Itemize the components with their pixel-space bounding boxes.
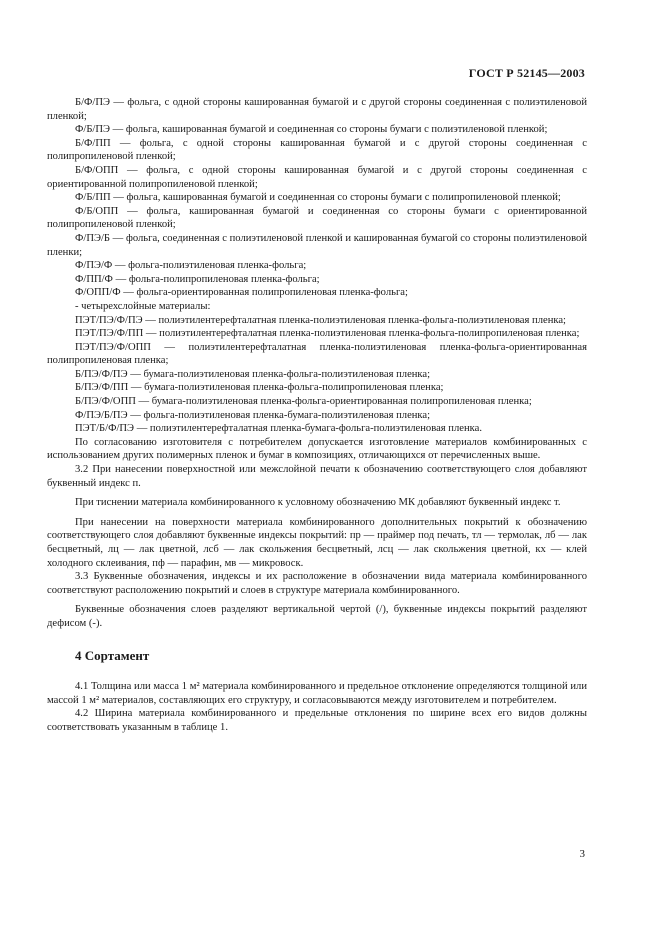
- paragraph: Б/Ф/ПЭ — фольга, с одной стороны кашированная бумагой и с другой стороны соединенная с полиэтиленовой пленкой;: [47, 97, 587, 122]
- section-title: 4 Сортамент: [75, 647, 150, 663]
- paragraph: ПЭТ/ПЭ/Ф/ПП — полиэтилентерефталатная пленка-полиэтиленовая пленка-фольга-полипропиленовая пленка;: [75, 328, 580, 340]
- paragraph: Ф/ПЭ/Ф — фольга-полиэтиленовая пленка-фольга;: [75, 260, 307, 272]
- paragraph: При тиснении материала комбинированного к условному обозначению МК добавляют буквенный индекс т.: [75, 497, 561, 509]
- paragraph: Ф/ПП/Ф — фольга-полипропиленовая пленка-фольга;: [75, 273, 320, 285]
- paragraph: Буквенные обозначения слоев разделяют вертикальной чертой (/), буквенные индексы покрытий разделяют дефисом (-).: [47, 604, 587, 629]
- document-body: [47, 96, 587, 735]
- paragraph: Ф/Б/ПП — фольга, кашированная бумагой и соединенная со стороны бумаги с полипропиленовой пленкой;: [75, 192, 561, 204]
- paragraph: Ф/Б/ОПП — фольга, кашированная бумагой и соединенная со стороны бумаги с ориентированной полипропиленовой пленкой;: [47, 205, 587, 231]
- paragraph: Ф/Б/ПЭ — фольга, кашированная бумагой и соединенная со стороны бумаги с полиэтиленовой пленкой;: [75, 124, 548, 136]
- page-number: 3: [579, 848, 585, 860]
- paragraph: Б/Ф/ПП — фольга, с одной стороны кашированная бумагой и с другой стороны соединенная с полипропиленовой пленкой;: [47, 137, 587, 163]
- paragraph: Б/ПЭ/Ф/ПЭ — бумага-полиэтиленовая пленка-фольга-полиэтиленовая пленка;: [75, 368, 431, 380]
- paragraph: 4.1 Толщина или масса 1 м² материала комбинированного и предельное отклонение определяются толщиной или массой 1 м² материалов, составляющих его структуру, и согласовываются между изготовителем и потребителем.: [47, 681, 587, 706]
- paragraph: Б/ПЭ/Ф/ОПП — бумага-полиэтиленовая пленка-фольга-ориентированная полипропиленовая пленка;: [75, 396, 532, 408]
- paragraph: Б/Ф/ОПП — фольга, с одной стороны кашированная бумагой и с другой стороны соединенная с ориентированной полипропиленовой пленкой;: [47, 164, 587, 190]
- paragraph: Б/ПЭ/Ф/ПП — бумага-полиэтиленовая пленка-фольга-полипропиленовая пленка;: [75, 382, 444, 394]
- paragraph: ПЭТ/ПЭ/Ф/ПЭ — полиэтилентерефталатная пленка-полиэтиленовая пленка-фольга-полиэтиленовая пленка;: [75, 314, 566, 326]
- paragraph: Ф/ОПП/Ф — фольга-ориентированная полипропиленовая пленка-фольга;: [75, 287, 408, 299]
- standard-header: ГОСТ Р 52145—2003: [468, 66, 585, 80]
- paragraph: ПЭТ/Б/Ф/ПЭ — полиэтилентерефталатная пленка-бумага-фольга-полиэтиленовая пленка.: [75, 423, 482, 435]
- paragraph: 3.2 При нанесении поверхностной или межслойной печати к обозначению соответствующего слоя добавляют буквенный индекс п.: [47, 464, 587, 489]
- paragraph: ПЭТ/ПЭ/Ф/ОПП — полиэтилентерефталатная пленка-полиэтиленовая пленка-фольга-ориентированная полипропиленовая пленка;: [47, 341, 587, 367]
- paragraph: По согласованию изготовителя с потребителем допускается изготовление материалов комбинированных с использованием других полимерных пленок и бумаг в композициях, отличающихся от перечисленных выше.: [47, 436, 587, 462]
- paragraph: 3.3 Буквенные обозначения, индексы и их расположение в обозначении вида материала комбинированного соответствуют расположению покрытий и слоев в структуре материала комбинированного.: [47, 571, 587, 596]
- paragraph: 4.2 Ширина материала комбинированного и предельные отклонения по ширине всех его видов должны соответствовать указанным в таблице 1.: [47, 708, 587, 733]
- paragraph: Ф/ПЭ/Б — фольга, соединенная с полиэтиленовой пленкой и кашированная бумагой со стороны полиэтиленовой пленки;: [47, 232, 587, 258]
- paragraph: Ф/ПЭ/Б/ПЭ — фольга-полиэтиленовая пленка-бумага-полиэтиленовая пленка;: [75, 409, 431, 421]
- paragraph: При нанесении на поверхности материала комбинированного дополнительных покрытий к обозначению соответствующего слоя добавляют буквенные индексы покрытий: пр — праймер под печать, тл — термолак, лб — лак бесцветный, лц — лак цветной, лсб — лак скольжения бесцветный, лсц — лак скольжения цветной, кх — клей холодного склеивания, пф — парафин, мв — микровоск.: [47, 516, 587, 569]
- paragraph: - четырехслойные материалы:: [75, 300, 211, 312]
